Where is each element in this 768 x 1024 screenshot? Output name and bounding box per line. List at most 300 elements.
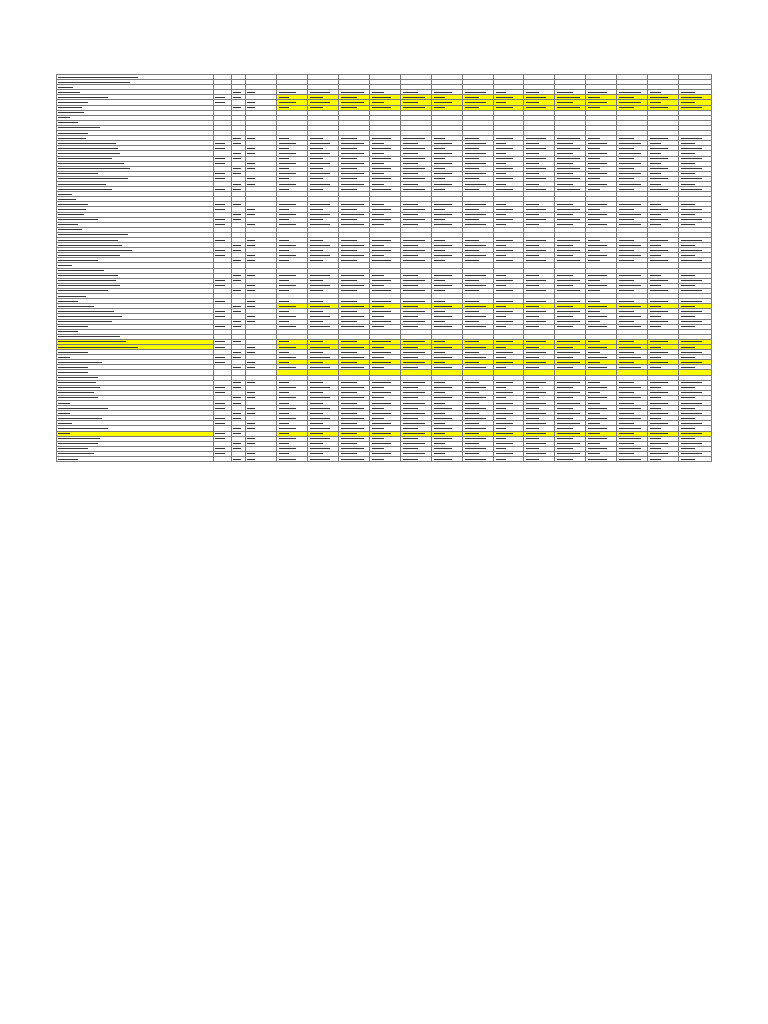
illegible-text [496, 214, 506, 215]
illegible-text [215, 285, 225, 286]
illegible-text [496, 311, 513, 312]
illegible-text [557, 153, 573, 154]
illegible-text [403, 347, 418, 348]
illegible-text [465, 367, 486, 368]
illegible-text [279, 362, 289, 363]
illegible-text [58, 438, 100, 439]
illegible-text [279, 428, 296, 429]
illegible-text [372, 362, 391, 363]
illegible-text [496, 316, 506, 317]
illegible-text [233, 260, 241, 261]
illegible-text [465, 97, 479, 98]
illegible-text [58, 260, 98, 261]
illegible-text [619, 214, 641, 215]
illegible-text [434, 397, 452, 398]
illegible-text [372, 341, 391, 342]
illegible-text [233, 107, 241, 108]
illegible-text [372, 184, 384, 185]
illegible-text [434, 418, 452, 419]
illegible-text [215, 423, 225, 424]
illegible-text [341, 204, 364, 205]
illegible-text [557, 107, 580, 108]
illegible-text [233, 250, 241, 251]
illegible-text [681, 97, 702, 98]
illegible-text [233, 280, 241, 281]
illegible-text [403, 92, 418, 93]
illegible-text [58, 408, 108, 409]
illegible-text [681, 397, 695, 398]
illegible-text [681, 209, 702, 210]
illegible-text [215, 163, 225, 164]
illegible-text [619, 163, 641, 164]
illegible-text [496, 453, 513, 454]
illegible-text [372, 138, 391, 139]
illegible-text [681, 214, 695, 215]
illegible-text [403, 392, 425, 393]
illegible-text [310, 275, 330, 276]
value-cell [555, 457, 586, 462]
illegible-text [681, 367, 695, 368]
illegible-text [310, 326, 330, 327]
illegible-text [58, 301, 78, 302]
illegible-text [619, 433, 634, 434]
illegible-text [279, 459, 296, 460]
illegible-text [496, 280, 513, 281]
illegible-text [465, 163, 486, 164]
illegible-text [557, 392, 580, 393]
illegible-text [279, 367, 296, 368]
illegible-text [372, 367, 384, 368]
illegible-text [557, 438, 573, 439]
illegible-text [526, 387, 539, 388]
illegible-text [403, 387, 418, 388]
illegible-text [650, 392, 668, 393]
illegible-text [341, 301, 357, 302]
illegible-text [465, 168, 479, 169]
illegible-text [58, 138, 86, 139]
illegible-text [58, 285, 120, 286]
illegible-text [557, 403, 580, 404]
illegible-text [526, 219, 546, 220]
illegible-text [681, 153, 695, 154]
illegible-text [496, 173, 506, 174]
illegible-text [341, 341, 357, 342]
illegible-text [403, 418, 418, 419]
illegible-text [341, 367, 364, 368]
illegible-text [496, 250, 513, 251]
illegible-text [341, 92, 364, 93]
illegible-text [496, 443, 513, 444]
illegible-text [496, 326, 506, 327]
illegible-text [496, 245, 506, 246]
illegible-text [372, 285, 384, 286]
illegible-text [619, 245, 641, 246]
illegible-text [681, 189, 702, 190]
illegible-text [341, 107, 357, 108]
illegible-text [58, 112, 84, 113]
illegible-text [650, 189, 668, 190]
value-cell [277, 457, 308, 462]
unit-cell [213, 457, 232, 462]
illegible-text [403, 326, 418, 327]
illegible-text [526, 240, 546, 241]
illegible-text [247, 168, 255, 169]
illegible-text [233, 443, 241, 444]
illegible-text [465, 224, 486, 225]
illegible-text [650, 250, 668, 251]
illegible-text [279, 250, 289, 251]
illegible-text [279, 153, 296, 154]
illegible-text [279, 453, 289, 454]
illegible-text [526, 428, 539, 429]
illegible-text [557, 326, 573, 327]
illegible-text [310, 158, 323, 159]
illegible-text [215, 347, 225, 348]
illegible-text [434, 382, 445, 383]
illegible-text [372, 438, 384, 439]
illegible-text [341, 240, 357, 241]
illegible-text [526, 306, 539, 307]
illegible-text [279, 387, 296, 388]
illegible-text [434, 352, 445, 353]
illegible-text [619, 321, 634, 322]
illegible-text [526, 357, 539, 358]
illegible-text [403, 413, 425, 414]
illegible-text [279, 423, 289, 424]
illegible-text [58, 214, 84, 215]
illegible-text [279, 285, 296, 286]
illegible-text [215, 143, 225, 144]
illegible-text [310, 382, 323, 383]
illegible-text [465, 148, 479, 149]
illegible-text [341, 418, 364, 419]
illegible-text [588, 275, 607, 276]
illegible-text [650, 397, 661, 398]
illegible-text [403, 153, 418, 154]
illegible-text [372, 397, 384, 398]
illegible-text [58, 275, 118, 276]
illegible-text [681, 357, 695, 358]
illegible-text [681, 184, 695, 185]
illegible-text [588, 392, 600, 393]
illegible-text [650, 433, 668, 434]
illegible-text [58, 372, 88, 373]
illegible-text [650, 418, 661, 419]
illegible-text [681, 290, 702, 291]
illegible-text [557, 285, 573, 286]
row-label-cell [57, 457, 214, 462]
illegible-text [279, 326, 296, 327]
illegible-text [58, 377, 98, 378]
illegible-text [588, 189, 600, 190]
illegible-text [403, 367, 418, 368]
illegible-text [279, 357, 296, 358]
illegible-text [341, 392, 357, 393]
illegible-text [465, 413, 479, 414]
illegible-text [279, 107, 289, 108]
illegible-text [557, 214, 573, 215]
illegible-text [465, 397, 486, 398]
illegible-text [465, 423, 479, 424]
illegible-text [403, 214, 418, 215]
illegible-text [557, 163, 573, 164]
illegible-text [58, 428, 108, 429]
illegible-text [58, 97, 108, 98]
illegible-text [681, 392, 702, 393]
illegible-text [58, 326, 88, 327]
illegible-text [465, 189, 479, 190]
illegible-text [279, 413, 289, 414]
illegible-text [215, 433, 225, 434]
illegible-text [341, 352, 357, 353]
illegible-text [310, 357, 330, 358]
illegible-text [681, 459, 695, 460]
illegible-text [681, 316, 695, 317]
illegible-text [496, 301, 513, 302]
illegible-text [372, 290, 391, 291]
illegible-text [619, 107, 634, 108]
illegible-text [372, 443, 391, 444]
illegible-text [403, 97, 425, 98]
illegible-text [681, 352, 702, 353]
illegible-text [341, 102, 364, 103]
illegible-text [434, 357, 452, 358]
illegible-text [496, 107, 513, 108]
illegible-text [557, 204, 573, 205]
illegible-text [465, 428, 486, 429]
illegible-text [588, 443, 600, 444]
illegible-text [557, 341, 580, 342]
illegible-text [372, 413, 391, 414]
illegible-text [233, 448, 241, 449]
illegible-text [650, 219, 668, 220]
illegible-text [496, 362, 513, 363]
illegible-text [341, 403, 357, 404]
illegible-text [247, 138, 255, 139]
illegible-text [496, 392, 513, 393]
illegible-text [434, 219, 445, 220]
illegible-text [58, 392, 94, 393]
illegible-text [557, 184, 573, 185]
illegible-text [526, 443, 546, 444]
illegible-text [619, 173, 641, 174]
illegible-text [465, 143, 486, 144]
illegible-text [310, 163, 330, 164]
illegible-text [619, 158, 634, 159]
illegible-text [650, 311, 668, 312]
value-cell [648, 457, 679, 462]
illegible-text [619, 397, 641, 398]
illegible-text [215, 178, 225, 179]
illegible-text [310, 250, 323, 251]
illegible-text [496, 418, 506, 419]
illegible-text [341, 143, 364, 144]
illegible-text [215, 408, 225, 409]
illegible-text [526, 382, 546, 383]
illegible-text [650, 316, 661, 317]
illegible-text [619, 382, 634, 383]
illegible-text [403, 224, 418, 225]
value-cell [462, 457, 493, 462]
illegible-text [619, 448, 641, 449]
value-cell [339, 457, 370, 462]
illegible-text [310, 403, 323, 404]
illegible-text [681, 443, 702, 444]
illegible-text [58, 87, 73, 88]
illegible-text [557, 459, 573, 460]
illegible-text [341, 362, 357, 363]
illegible-text [557, 280, 580, 281]
illegible-text [58, 290, 108, 291]
illegible-text [465, 280, 479, 281]
illegible-text [215, 148, 225, 149]
illegible-text [588, 438, 607, 439]
illegible-text [526, 392, 546, 393]
illegible-text [650, 352, 668, 353]
illegible-text [372, 408, 384, 409]
illegible-text [434, 224, 452, 225]
illegible-text [619, 301, 634, 302]
illegible-text [279, 290, 289, 291]
illegible-text [279, 382, 289, 383]
illegible-text [557, 245, 573, 246]
illegible-text [215, 224, 225, 225]
illegible-text [279, 214, 296, 215]
illegible-text [557, 306, 573, 307]
illegible-text [341, 413, 357, 414]
illegible-text [496, 163, 506, 164]
illegible-text [588, 453, 600, 454]
illegible-text [681, 403, 702, 404]
illegible-text [619, 418, 641, 419]
illegible-text [233, 403, 241, 404]
illegible-text [58, 459, 78, 460]
illegible-text [434, 285, 452, 286]
illegible-text [465, 326, 486, 327]
illegible-text [310, 387, 330, 388]
illegible-text [403, 240, 425, 241]
illegible-text [650, 408, 661, 409]
illegible-text [403, 316, 418, 317]
illegible-text [681, 321, 702, 322]
illegible-text [341, 306, 364, 307]
illegible-text [58, 397, 98, 398]
illegible-text [526, 453, 546, 454]
illegible-text [650, 178, 668, 179]
illegible-text [588, 347, 607, 348]
illegible-text [434, 443, 445, 444]
illegible-text [619, 138, 634, 139]
illegible-text [310, 367, 330, 368]
illegible-text [58, 148, 118, 149]
illegible-text [557, 138, 580, 139]
illegible-text [588, 209, 600, 210]
illegible-text [434, 173, 452, 174]
illegible-text [341, 189, 357, 190]
illegible-text [372, 316, 384, 317]
illegible-text [58, 184, 106, 185]
illegible-text [619, 347, 641, 348]
illegible-text [372, 143, 384, 144]
illegible-text [557, 357, 573, 358]
illegible-text [403, 453, 425, 454]
illegible-text [341, 423, 357, 424]
illegible-text [496, 403, 513, 404]
illegible-text [496, 357, 506, 358]
illegible-text [58, 82, 130, 83]
illegible-text [588, 311, 600, 312]
illegible-text [588, 214, 607, 215]
illegible-text [588, 316, 607, 317]
illegible-text [681, 438, 695, 439]
illegible-text [557, 240, 580, 241]
illegible-text [279, 448, 296, 449]
illegible-text [233, 219, 241, 220]
illegible-text [403, 148, 425, 149]
illegible-text [434, 392, 445, 393]
illegible-text [233, 306, 241, 307]
illegible-text [310, 260, 323, 261]
illegible-text [279, 418, 296, 419]
illegible-text [681, 178, 702, 179]
illegible-text [215, 158, 225, 159]
illegible-text [650, 260, 668, 261]
illegible-text [372, 153, 384, 154]
illegible-text [465, 173, 486, 174]
illegible-text [465, 341, 479, 342]
illegible-text [465, 438, 486, 439]
illegible-text [279, 347, 296, 348]
illegible-text [588, 102, 607, 103]
illegible-text [215, 418, 225, 419]
illegible-text [650, 153, 661, 154]
illegible-text [588, 321, 600, 322]
illegible-text [496, 168, 513, 169]
illegible-text [465, 92, 486, 93]
illegible-text [247, 382, 255, 383]
illegible-text [681, 240, 702, 241]
illegible-text [341, 428, 364, 429]
illegible-text [588, 403, 600, 404]
illegible-text [681, 301, 702, 302]
illegible-text [526, 362, 546, 363]
illegible-text [619, 102, 641, 103]
illegible-text [58, 362, 102, 363]
illegible-text [681, 341, 702, 342]
illegible-text [619, 438, 641, 439]
illegible-text [372, 214, 384, 215]
illegible-text [310, 173, 330, 174]
illegible-text [650, 158, 668, 159]
illegible-text [58, 453, 94, 454]
illegible-text [650, 102, 661, 103]
illegible-text [233, 245, 241, 246]
illegible-text [526, 178, 546, 179]
illegible-text [310, 428, 330, 429]
illegible-text [619, 326, 641, 327]
illegible-text [279, 158, 289, 159]
illegible-text [619, 403, 634, 404]
illegible-text [341, 184, 364, 185]
illegible-text [233, 97, 241, 98]
illegible-text [233, 138, 241, 139]
illegible-text [310, 341, 323, 342]
illegible-text [341, 168, 357, 169]
illegible-text [341, 250, 357, 251]
illegible-text [58, 173, 98, 174]
illegible-text [496, 275, 506, 276]
illegible-text [650, 290, 668, 291]
